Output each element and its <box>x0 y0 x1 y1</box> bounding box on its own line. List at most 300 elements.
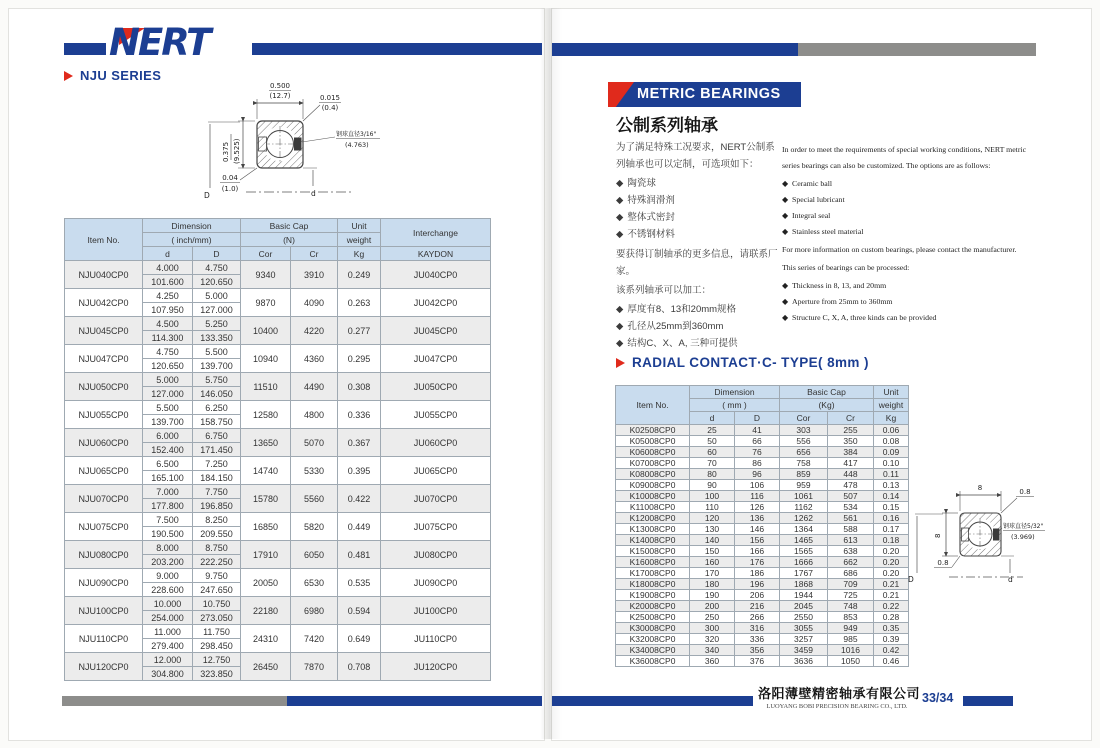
table-cell: 5.500 <box>193 345 241 359</box>
item-no-cell: NJU047CP0 <box>65 345 143 373</box>
table-cell: 0.35 <box>874 623 909 634</box>
metric-bearings-subtitle-zh: 公制系列轴承 <box>616 116 718 135</box>
page-spine <box>540 8 562 739</box>
table-row <box>65 345 491 359</box>
table-cell: 3055 <box>780 623 828 634</box>
table-row <box>65 457 491 471</box>
item-no-cell: NJU040CP0 <box>65 261 143 289</box>
table-cell: 206 <box>735 590 780 601</box>
dim-edge-inch: 0.04 <box>222 174 238 182</box>
table-cell: 4490 <box>291 373 338 401</box>
bullet-item <box>782 294 1038 310</box>
table-cell: 0.28 <box>874 612 909 623</box>
note-paragraph-zh: 要获得订制轴承的更多信息，请联系厂家。 <box>616 248 778 277</box>
table-row <box>616 447 909 458</box>
table-cell: 0.16 <box>874 513 909 524</box>
table-cell: 96 <box>735 469 780 480</box>
table-cell: 5.000 <box>143 373 193 387</box>
bullet-item-label: 不锈钢材料 <box>627 229 675 241</box>
table-cell: 150 <box>690 546 735 557</box>
table-row <box>616 480 909 491</box>
table-cell: 5560 <box>291 485 338 513</box>
page-number: 33/34 <box>922 691 954 705</box>
item-no-cell: K11008CP0 <box>616 502 690 513</box>
nju-series-heading-label: NJU SERIES <box>80 68 162 83</box>
column-header: Item No. <box>616 386 690 425</box>
bullet-item <box>616 301 780 318</box>
table-cell: 9.750 <box>193 569 241 583</box>
brand-logo: NERT <box>109 21 210 64</box>
table-cell: 2550 <box>780 612 828 623</box>
dim-width-inch: 0.500 <box>269 82 291 90</box>
table-cell: 171.450 <box>193 443 241 457</box>
table-cell: 66 <box>735 436 780 447</box>
table-row <box>65 429 491 443</box>
footer-rule-left-blue <box>287 696 542 706</box>
table-cell: 853 <box>828 612 874 623</box>
column-header: Interchange <box>381 219 491 247</box>
item-no-cell: K13008CP0 <box>616 524 690 535</box>
table-cell: 8.750 <box>193 541 241 555</box>
table-cell: 6.750 <box>193 429 241 443</box>
table-cell: 340 <box>690 645 735 656</box>
table-cell: 1061 <box>780 491 828 502</box>
table-cell: 303 <box>780 425 828 436</box>
table-cell: 0.13 <box>874 480 909 491</box>
table-cell: 146.050 <box>193 387 241 401</box>
column-header: Cor <box>780 412 828 425</box>
column-header: D <box>735 412 780 425</box>
table-cell: 0.09 <box>874 447 909 458</box>
table-cell: 350 <box>828 436 874 447</box>
table-cell: 279.400 <box>143 639 193 653</box>
diamond-bullet-icon: ◆ <box>782 312 788 322</box>
table-cell: 298.450 <box>193 639 241 653</box>
table-row <box>616 458 909 469</box>
interchange-cell: JU090CP0 <box>381 569 491 597</box>
table-cell: 9870 <box>241 289 291 317</box>
interchange-cell: JU100CP0 <box>381 597 491 625</box>
table-cell: 0.308 <box>338 373 381 401</box>
table-row <box>616 612 909 623</box>
item-no-cell: NJU045CP0 <box>65 317 143 345</box>
table-cell: 3257 <box>780 634 828 645</box>
item-no-cell: K16008CP0 <box>616 557 690 568</box>
triangle-bullet-icon <box>64 71 73 81</box>
column-header: Cor <box>241 247 291 261</box>
item-no-cell: K14008CP0 <box>616 535 690 546</box>
nju-series-heading <box>64 68 161 83</box>
intro-paragraph-zh: 为了满足特殊工况要求，NERT公制系列轴承也可以定制，可选项如下： <box>616 142 775 171</box>
process-list-zh <box>616 301 780 352</box>
bullet-item-label: Thickness in 8, 13, and 20mm <box>792 280 887 290</box>
table-row <box>65 597 491 611</box>
table-cell: 0.277 <box>338 317 381 345</box>
process-list-en <box>782 278 1038 326</box>
table-cell: 11.000 <box>143 625 193 639</box>
table-cell: 80 <box>690 469 735 480</box>
table-cell: 222.250 <box>193 555 241 569</box>
table-cell: 384 <box>828 447 874 458</box>
bullet-item-label: 特殊润滑剂 <box>627 195 675 207</box>
table-cell: 0.11 <box>874 469 909 480</box>
table-cell: 114.300 <box>143 331 193 345</box>
table-cell: 273.050 <box>193 611 241 625</box>
diamond-bullet-icon: ◆ <box>782 226 788 236</box>
table-row <box>616 557 909 568</box>
table-row <box>616 590 909 601</box>
column-header: ( inch/mm) <box>143 233 241 247</box>
column-header: Cr <box>828 412 874 425</box>
table-cell: 7420 <box>291 625 338 653</box>
table-cell: 0.42 <box>874 645 909 656</box>
diamond-bullet-icon: ◆ <box>782 280 788 290</box>
table-cell: 190 <box>690 590 735 601</box>
item-no-cell: K25008CP0 <box>616 612 690 623</box>
column-header: d <box>143 247 193 261</box>
table-cell: 0.336 <box>338 401 381 429</box>
table-row <box>65 569 491 583</box>
table-cell: 6050 <box>291 541 338 569</box>
table-cell: 247.650 <box>193 583 241 597</box>
table-cell: 0.367 <box>338 429 381 457</box>
table-cell: 1944 <box>780 590 828 601</box>
bullet-item-label: Integral seal <box>792 210 831 220</box>
table-cell: 10.750 <box>193 597 241 611</box>
column-header: Kg <box>874 412 909 425</box>
table-cell: 140 <box>690 535 735 546</box>
table-cell: 90 <box>690 480 735 491</box>
column-header: KAYDON <box>381 247 491 261</box>
table-cell: 0.481 <box>338 541 381 569</box>
interchange-cell: JU047CP0 <box>381 345 491 373</box>
table-cell: 106 <box>735 480 780 491</box>
table-cell: 4.250 <box>143 289 193 303</box>
table-cell: 196 <box>735 579 780 590</box>
table-cell: 139.700 <box>193 359 241 373</box>
table-cell: 10.000 <box>143 597 193 611</box>
table-cell: 0.449 <box>338 513 381 541</box>
table-cell: 1050 <box>828 656 874 667</box>
dim-corner-inch: 0.015 <box>319 94 341 102</box>
dim-corner-mm: (0.4) <box>321 104 339 112</box>
table-cell: 507 <box>828 491 874 502</box>
bullet-item <box>616 226 780 243</box>
table-cell: 250 <box>690 612 735 623</box>
table-cell: 22180 <box>241 597 291 625</box>
item-no-cell: K30008CP0 <box>616 623 690 634</box>
radial-contact-heading <box>616 355 869 370</box>
table-cell: 76 <box>735 447 780 458</box>
table-cell: 14740 <box>241 457 291 485</box>
column-header: ( mm ) <box>690 399 780 412</box>
table-row <box>616 491 909 502</box>
table-cell: 6.000 <box>143 429 193 443</box>
table-cell: 1262 <box>780 513 828 524</box>
table-cell: 0.20 <box>874 546 909 557</box>
table-cell: 130 <box>690 524 735 535</box>
table-cell: 17910 <box>241 541 291 569</box>
interchange-cell: JU045CP0 <box>381 317 491 345</box>
table-cell: 20050 <box>241 569 291 597</box>
table-cell: 160 <box>690 557 735 568</box>
table-cell: 0.14 <box>874 491 909 502</box>
interchange-cell: JU070CP0 <box>381 485 491 513</box>
item-no-cell: K06008CP0 <box>616 447 690 458</box>
table-cell: 662 <box>828 557 874 568</box>
intro-column-en <box>782 142 1038 326</box>
intro-paragraph-en: In order to meet the requirements of special working conditions, NERT metric series bearings can also be customized. The options are as follows: <box>782 145 1027 170</box>
table-cell: 156 <box>735 535 780 546</box>
table-cell: 0.08 <box>874 436 909 447</box>
table-cell: 638 <box>828 546 874 557</box>
table-cell: 709 <box>828 579 874 590</box>
table-cell: 448 <box>828 469 874 480</box>
table-cell: 7.500 <box>143 513 193 527</box>
banner-title: METRIC BEARINGS <box>637 86 781 102</box>
table-cell: 300 <box>690 623 735 634</box>
table-cell: 200 <box>690 601 735 612</box>
table-cell: 11510 <box>241 373 291 401</box>
outer-diameter-label: D <box>204 191 210 200</box>
diamond-bullet-icon: ◆ <box>616 178 624 190</box>
table-cell: 203.200 <box>143 555 193 569</box>
table-cell: 959 <box>780 480 828 491</box>
item-no-cell: NJU050CP0 <box>65 373 143 401</box>
table-cell: 5.500 <box>143 401 193 415</box>
item-no-cell: K34008CP0 <box>616 645 690 656</box>
table-row <box>616 513 909 524</box>
table-cell: 1016 <box>828 645 874 656</box>
table-cell: 7.000 <box>143 485 193 499</box>
table-cell: 0.20 <box>874 557 909 568</box>
table-row <box>65 653 491 667</box>
table-cell: 0.46 <box>874 656 909 667</box>
interchange-cell: JU055CP0 <box>381 401 491 429</box>
outer-diameter-label: D <box>908 575 914 584</box>
table-cell: 133.350 <box>193 331 241 345</box>
table-cell: 304.800 <box>143 667 193 681</box>
table-cell: 8.250 <box>193 513 241 527</box>
table-cell: 0.21 <box>874 579 909 590</box>
table-cell: 356 <box>735 645 780 656</box>
column-header: weight <box>338 233 381 247</box>
table-row <box>616 623 909 634</box>
bullet-item <box>616 192 780 209</box>
table-cell: 209.550 <box>193 527 241 541</box>
interchange-cell: JU075CP0 <box>381 513 491 541</box>
table-cell: 323.850 <box>193 667 241 681</box>
table-cell: 725 <box>828 590 874 601</box>
table-row <box>65 625 491 639</box>
table-row <box>616 502 909 513</box>
process-paragraph-zh: 该系列轴承可以加工： <box>616 284 712 296</box>
bullet-item <box>782 176 1038 192</box>
table-row <box>616 546 909 557</box>
table-row <box>616 386 909 399</box>
table-cell: 3459 <box>780 645 828 656</box>
table-cell: 6.500 <box>143 457 193 471</box>
note-paragraph-en: For more information on custom bearings, please contact the manufacturer. <box>782 244 1017 254</box>
item-no-cell: NJU055CP0 <box>65 401 143 429</box>
table-cell: 110 <box>690 502 735 513</box>
table-cell: 116 <box>735 491 780 502</box>
table-cell: 190.500 <box>143 527 193 541</box>
table-cell: 0.395 <box>338 457 381 485</box>
table-cell: 0.10 <box>874 458 909 469</box>
table-row <box>65 317 491 331</box>
table-cell: 11.750 <box>193 625 241 639</box>
item-no-cell: NJU075CP0 <box>65 513 143 541</box>
item-no-cell: NJU110CP0 <box>65 625 143 653</box>
table-cell: 0.649 <box>338 625 381 653</box>
ball-diameter-label: 钢球直径5/32" <box>1003 523 1044 530</box>
table-cell: 0.249 <box>338 261 381 289</box>
item-no-cell: K05008CP0 <box>616 436 690 447</box>
bullet-item-label: Stainless steel material <box>792 226 864 236</box>
options-list-en <box>782 176 1038 240</box>
radial-contact-heading-label: RADIAL CONTACT·C- TYPE( 8mm ) <box>632 355 869 370</box>
table-cell: 5.250 <box>193 317 241 331</box>
item-no-cell: NJU120CP0 <box>65 653 143 681</box>
table-cell: 10400 <box>241 317 291 345</box>
item-no-cell: K08008CP0 <box>616 469 690 480</box>
interchange-cell: JU042CP0 <box>381 289 491 317</box>
table-row <box>65 513 491 527</box>
table-row <box>616 524 909 535</box>
table-cell: 0.295 <box>338 345 381 373</box>
table-cell: 0.263 <box>338 289 381 317</box>
table-cell: 7.250 <box>193 457 241 471</box>
table-cell: 561 <box>828 513 874 524</box>
table-cell: 949 <box>828 623 874 634</box>
item-no-cell: K17008CP0 <box>616 568 690 579</box>
diamond-bullet-icon: ◆ <box>782 210 788 220</box>
table-cell: 686 <box>828 568 874 579</box>
column-header: Kg <box>338 247 381 261</box>
table-cell: 120.650 <box>143 359 193 373</box>
table-cell: 9340 <box>241 261 291 289</box>
item-no-cell: NJU070CP0 <box>65 485 143 513</box>
item-no-cell: NJU042CP0 <box>65 289 143 317</box>
table-cell: 0.594 <box>338 597 381 625</box>
item-no-cell: K02508CP0 <box>616 425 690 436</box>
dim-width: 8 <box>977 484 983 492</box>
table-cell: 656 <box>780 447 828 458</box>
diamond-bullet-icon: ◆ <box>616 229 624 241</box>
table-cell: 255 <box>828 425 874 436</box>
table-cell: 5.000 <box>193 289 241 303</box>
table-cell: 24310 <box>241 625 291 653</box>
column-header: Cr <box>291 247 338 261</box>
table-cell: 7.750 <box>193 485 241 499</box>
diamond-bullet-icon: ◆ <box>616 338 624 350</box>
table-cell: 0.21 <box>874 590 909 601</box>
table-cell: 139.700 <box>143 415 193 429</box>
table-cell: 10940 <box>241 345 291 373</box>
table-row <box>616 634 909 645</box>
footer-rule-gray <box>62 696 287 706</box>
table-cell: 16850 <box>241 513 291 541</box>
table-cell: 417 <box>828 458 874 469</box>
options-list-zh <box>616 175 780 243</box>
table-row <box>616 469 909 480</box>
table-cell: 0.535 <box>338 569 381 597</box>
table-cell: 1364 <box>780 524 828 535</box>
column-header: Unit <box>874 386 909 399</box>
table-cell: 184.150 <box>193 471 241 485</box>
table-cell: 127.000 <box>193 303 241 317</box>
table-cell: 158.750 <box>193 415 241 429</box>
bullet-item <box>782 208 1038 224</box>
table-cell: 1767 <box>780 568 828 579</box>
bullet-item <box>782 278 1038 294</box>
table-row <box>616 535 909 546</box>
table-cell: 1666 <box>780 557 828 568</box>
table-cell: 228.600 <box>143 583 193 597</box>
bullet-item-label: 整体式密封 <box>627 212 675 224</box>
table-cell: 60 <box>690 447 735 458</box>
metric-bearings-banner <box>615 82 801 107</box>
dim-edge: 0.8 <box>937 559 949 567</box>
item-no-cell: K36008CP0 <box>616 656 690 667</box>
table-cell: 50 <box>690 436 735 447</box>
ball-diameter-mm: (3.969) <box>1011 533 1035 541</box>
table-cell: 0.06 <box>874 425 909 436</box>
item-no-cell: K10008CP0 <box>616 491 690 502</box>
column-header: D <box>193 247 241 261</box>
item-no-cell: K15008CP0 <box>616 546 690 557</box>
table-cell: 556 <box>780 436 828 447</box>
company-name-zh: 洛阳薄壁精密轴承有限公司 <box>758 686 921 701</box>
dim-height-mm: (9.525) <box>233 138 241 164</box>
table-row <box>65 219 491 233</box>
table-cell: 12.000 <box>143 653 193 667</box>
table-cell: 0.15 <box>874 502 909 513</box>
bearing-section-drawing-metric <box>903 468 1083 618</box>
bullet-item <box>782 310 1038 326</box>
table-cell: 4.500 <box>143 317 193 331</box>
table-cell: 86 <box>735 458 780 469</box>
interchange-cell: JU080CP0 <box>381 541 491 569</box>
inner-diameter-label: d <box>1008 575 1013 584</box>
column-header: Basic Cap <box>241 219 338 233</box>
dim-edge-mm: (1.0) <box>221 185 239 193</box>
table-cell: 196.850 <box>193 499 241 513</box>
table-cell: 15780 <box>241 485 291 513</box>
table-cell: 5.750 <box>193 373 241 387</box>
item-no-cell: K20008CP0 <box>616 601 690 612</box>
table-cell: 0.17 <box>874 524 909 535</box>
table-cell: 26450 <box>241 653 291 681</box>
table-cell: 186 <box>735 568 780 579</box>
table-cell: 3910 <box>291 261 338 289</box>
bullet-item <box>616 335 780 352</box>
table-cell: 0.39 <box>874 634 909 645</box>
nju-series-table <box>64 218 491 681</box>
table-cell: 12.750 <box>193 653 241 667</box>
table-cell: 12580 <box>241 401 291 429</box>
table-cell: 534 <box>828 502 874 513</box>
bullet-item-label: 结构C、X、A, 三种可提供 <box>627 338 738 350</box>
process-paragraph-en: This series of bearings can be processed: <box>782 262 910 272</box>
diamond-bullet-icon: ◆ <box>616 195 624 207</box>
intro-column-zh <box>616 139 780 352</box>
table-cell: 316 <box>735 623 780 634</box>
table-cell: 5820 <box>291 513 338 541</box>
column-header: Unit <box>338 219 381 233</box>
table-cell: 180 <box>690 579 735 590</box>
